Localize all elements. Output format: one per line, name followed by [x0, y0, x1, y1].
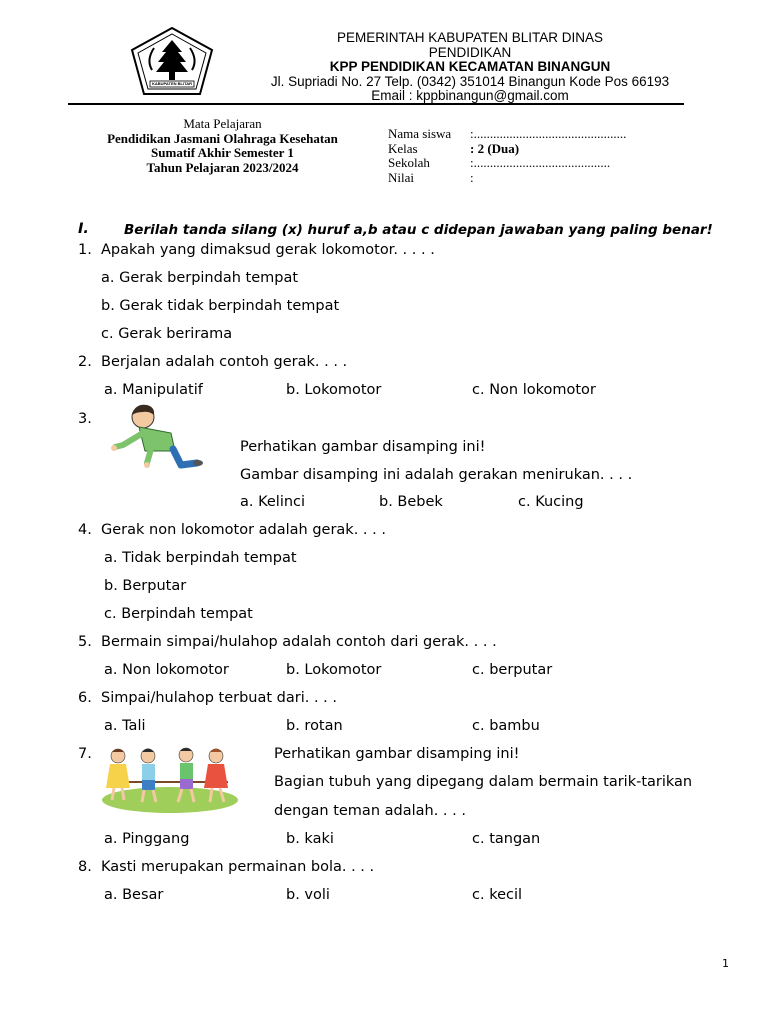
info-exam: Sumatif Akhir Semester 1: [151, 145, 294, 160]
field-value[interactable]: : 2 (Dua): [470, 140, 520, 156]
crawling-child-illustration: [105, 403, 205, 471]
question-text: Kasti merupakan permainan bola. . . .: [101, 859, 375, 875]
option[interactable]: a. Kelinci: [240, 494, 306, 510]
question-number: 8.: [78, 859, 92, 875]
header-line1: PEMERINTAH KABUPATEN BLITAR DINAS: [336, 30, 604, 45]
logo-text: KABUPATEN BLITAR: [152, 81, 192, 86]
question-text: Simpai/hulahop terbuat dari. . . .: [101, 690, 338, 706]
field-label: Nilai: [388, 169, 414, 185]
option[interactable]: c. kecil: [472, 887, 523, 903]
tug-of-war-illustration: [100, 742, 240, 814]
option[interactable]: b. kaki: [286, 831, 334, 847]
option[interactable]: a. Pinggang: [104, 831, 190, 847]
option[interactable]: a. Manipulatif: [104, 382, 203, 398]
option[interactable]: b. rotan: [286, 718, 343, 734]
question-number: 4.: [78, 522, 92, 538]
question-text: Bermain simpai/hulahop adalah contoh dari gerak. . . .: [101, 634, 497, 650]
field-value[interactable]: :: [470, 169, 474, 185]
header-line3: KPP PENDIDIKAN KECAMATAN BINANGUN: [329, 59, 611, 74]
question-text: Berjalan adalah contoh gerak. . . .: [101, 354, 348, 370]
section-instruction: Berilah tanda silang (x) huruf a,b atau c didepan jawaban yang paling benar!: [124, 222, 713, 238]
header-line2: PENDIDIKAN: [428, 45, 512, 60]
page-number: 1: [722, 957, 729, 970]
info-subject: Pendidikan Jasmani Olahraga Kesehatan: [107, 130, 338, 146]
option[interactable]: c. bambu: [472, 718, 540, 734]
header-divider: [68, 103, 684, 105]
option[interactable]: a. Gerak berpindah tempat: [101, 270, 299, 286]
question-number: 3.: [78, 411, 92, 427]
option[interactable]: b. Gerak tidak berpindah tempat: [101, 298, 340, 314]
question-number: 1.: [78, 242, 92, 258]
field-label: Nama siswa: [388, 126, 452, 141]
info-subject-label: Mata Pelajaran: [183, 116, 262, 131]
option[interactable]: a. Tidak berpindah tempat: [104, 550, 297, 566]
option[interactable]: a. Non lokomotor: [104, 662, 229, 678]
field-label: Sekolah: [388, 155, 430, 170]
question-number: 6.: [78, 690, 92, 706]
option[interactable]: c. Berpindah tempat: [104, 606, 253, 622]
question-number: 5.: [78, 634, 92, 650]
question-text-3: dengan teman adalah. . . .: [274, 803, 466, 819]
header-line5: Email : kppbinangun@gmail.com: [371, 88, 569, 103]
option[interactable]: c. Kucing: [518, 494, 584, 510]
section-number: I.: [78, 221, 89, 237]
option[interactable]: c. tangan: [472, 831, 541, 847]
info-left: [80, 117, 365, 175]
option[interactable]: a. Besar: [104, 887, 164, 903]
option[interactable]: b. Bebek: [379, 494, 443, 510]
field-value[interactable]: :..........................................: [470, 155, 611, 170]
option[interactable]: b. Lokomotor: [286, 662, 382, 678]
question-number: 7.: [78, 746, 92, 762]
question-text-2: Gambar disamping ini adalah gerakan menirukan. . . .: [240, 467, 633, 483]
option[interactable]: c. berputar: [472, 662, 553, 678]
question-text: Perhatikan gambar disamping ini!: [274, 746, 520, 762]
info-right: [388, 126, 627, 185]
field-value[interactable]: :...............................................: [470, 126, 627, 141]
header-line4: Jl. Supriadi No. 27 Telp. (0342) 351014 Binangun Kode Pos 66193: [270, 74, 670, 89]
question-text: Gerak non lokomotor adalah gerak. . . .: [101, 522, 386, 538]
option[interactable]: b. Berputar: [104, 578, 187, 594]
option[interactable]: a. Tali: [104, 718, 146, 734]
option[interactable]: b. Lokomotor: [286, 382, 382, 398]
question-text: Apakah yang dimaksud gerak lokomotor. . . . .: [101, 242, 435, 258]
field-label: Kelas: [388, 140, 418, 156]
option[interactable]: b. voli: [286, 887, 330, 903]
info-year: Tahun Pelajaran 2023/2024: [146, 159, 299, 175]
option[interactable]: c. Gerak berirama: [101, 326, 233, 342]
question-text-2: Bagian tubuh yang dipegang dalam bermain tarik-tarikan: [274, 774, 693, 790]
question-number: 2.: [78, 354, 92, 370]
option[interactable]: c. Non lokomotor: [472, 382, 596, 398]
question-text: Perhatikan gambar disamping ini!: [240, 439, 486, 455]
